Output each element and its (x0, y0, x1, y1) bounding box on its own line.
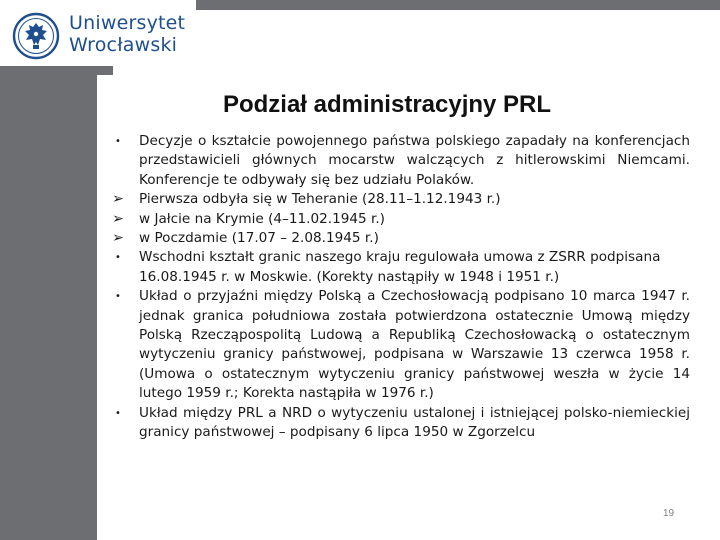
bullet-item (110, 287, 690, 403)
bullet-item (110, 248, 690, 287)
bullet-text: w Jałcie na Krymie (4–11.02.1945 r.) (139, 210, 385, 227)
header-bar (0, 0, 720, 66)
bullet-dot-icon: • (115, 291, 121, 303)
bullet-dot-icon: • (115, 407, 121, 419)
bullet-text: Wschodni kształt granic naszego kraju regulowała umowa z ZSRR podpisana 16.08.1945 r. w Moskwie. (Korekty nastąpiły w 1948 i 1951 r.) (139, 249, 661, 285)
university-logo-text (69, 12, 185, 56)
bullet-list (110, 132, 690, 443)
content-panel (97, 75, 720, 540)
university-crest-icon (12, 12, 60, 60)
arrow-bullet-icon: ➢ (112, 210, 124, 227)
bullet-text: Układ o przyjaźni między Polską a Czechosłowacją podpisano 10 marca 1947 r. jednak granica południowa została potwierdzona ostatecznie Umową między Polską Rzecząpospolitą Ludową a Republiką Czechosłowacką o ostatecznym wytyczeniu granicy państwowej, podpisana w Warszawie 13 czerwca 1958 r. (Umowa o ostatecznym wytyczeniu granicy państwowej weszła w życie 14 lutego 1959 r.; Korekta nastąpiła w 1976 r.) (139, 288, 690, 402)
logo-line-1: Uniwersytet (69, 12, 186, 34)
bullet-dot-icon: • (115, 136, 121, 147)
bullet-text: Decyzje o kształcie powojennego państwa polskiego zapadały na konferencjach przedstawicieli głównych mocarstw walczących z hitlerowskimi Niemcami. Konferencje te odbywały się bez udziału Polaków. (139, 133, 690, 188)
bullet-item (110, 229, 690, 248)
bullet-item (110, 132, 690, 190)
page-number: 19 (663, 508, 675, 519)
bullet-item (110, 404, 690, 443)
bullet-text: Pierwsza odbyła się w Teheranie (28.11–1.12.1943 r.) (139, 191, 501, 208)
bullet-item (110, 210, 690, 229)
arrow-bullet-icon: ➢ (112, 191, 124, 208)
bullet-text: Układ między PRL a NRD o wytyczeniu ustalonej i istniejącej polsko-niemieckiej granicy państwowej – podpisany 6 lipca 1950 w Zgorzelcu (139, 404, 690, 441)
slide-title: Podział administracyjny PRL (222, 91, 552, 118)
logo-line-2: Wrocławski (69, 34, 178, 56)
top-band (196, 0, 720, 10)
bullet-dot-icon: • (115, 252, 121, 264)
arrow-bullet-icon: ➢ (112, 230, 124, 247)
bullet-item (110, 190, 690, 209)
bullet-text: w Poczdamie (17.07 – 2.08.1945 r.) (139, 230, 379, 247)
